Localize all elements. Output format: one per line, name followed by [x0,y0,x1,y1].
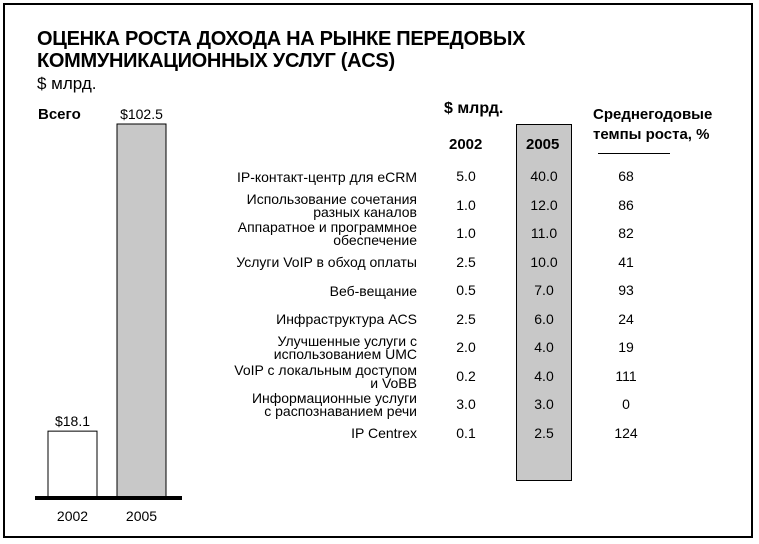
row-label [234,361,417,391]
cell-2005: 4.0 [534,339,554,355]
row-label-line: Инфраструктура ACS [276,311,417,327]
growth-header-line-1: Среднегодовые [593,106,713,123]
row-label-line: Веб-вещание [329,282,417,299]
title-line-1: ОЦЕНКА РОСТА ДОХОДА НА РЫНКЕ ПЕРЕДОВЫХ [37,28,526,50]
row-label-line: VoIP с локальным доступом [234,361,417,378]
cell-2005: 2.5 [534,424,554,441]
unit-label: $ млрд. [37,74,97,93]
cell-growth: 86 [618,196,634,213]
cell-2005: 7.0 [534,282,554,298]
cell-growth: 24 [618,310,634,327]
cell-2005: 10.0 [530,253,558,270]
growth-header-line-2: темпы роста, % [593,126,710,143]
bar-2005 [117,124,166,497]
cell-2002: 3.0 [456,396,476,412]
cell-2005: 11.0 [530,225,558,241]
row-label [246,190,417,220]
row-label-line: разных каналов [313,203,417,220]
row-label [236,168,417,185]
cell-growth: 0 [622,396,630,412]
cell-2005: 6.0 [534,310,554,327]
column-header-2005: 2005 [526,136,560,153]
row-label-line: Информационные услуги [251,390,417,406]
cell-2005: 3.0 [534,396,554,412]
row-label [238,221,417,247]
growth-header [593,105,712,145]
row-label-line: использованием UMC [273,346,417,362]
cell-2002: 2.5 [456,310,476,327]
cell-growth: 111 [615,367,637,384]
x-tick-label-2002: 2002 [56,508,89,524]
row-label-line: обеспечение [333,232,417,248]
row-label-line: IP Centrex [351,425,417,441]
cell-2002: 0.5 [456,282,476,298]
bar-2002 [48,431,97,497]
growth-header-underline [598,153,670,154]
cell-2002: 1.0 [456,225,476,241]
row-label-line: Использование сочетания [246,190,417,207]
row-label-line: Услуги VoIP в обход оплаты [236,254,417,270]
cell-2005: 4.0 [534,367,554,384]
cell-2002: 0.2 [456,367,476,384]
row-label-line: IP-контакт-центр для eCRM [236,168,417,185]
row-label-line: и VoBB [370,374,417,391]
cell-2002: 1.0 [456,196,476,213]
cell-2002: 2.5 [456,253,476,270]
cell-growth: 68 [618,168,634,184]
column-header-2002: 2002 [449,136,483,153]
table-unit-label: $ млрд. [444,100,504,117]
row-label [351,427,417,440]
title-line-2: КОММУНИКАЦИОННЫХ УСЛУГ (ACS) [37,50,395,72]
row-label-line: с распознаванием речи [264,403,417,419]
row-label [274,335,417,361]
cell-growth: 41 [618,253,634,270]
total-label: Всего [38,106,81,123]
row-label [276,313,417,326]
cell-2005: 12.0 [530,196,558,213]
row-label [252,392,417,418]
cell-2002: 0.1 [456,424,476,441]
cell-2005: 40.0 [530,168,558,184]
row-label-line: Улучшенные услуги с [277,333,417,349]
cell-growth: 19 [618,339,634,355]
cell-growth: 93 [618,282,634,298]
row-label [329,282,417,299]
cell-growth: 82 [618,225,634,241]
x-tick-label-2005: 2005 [125,508,158,524]
row-label [236,256,417,269]
bar-value-label-2005: $102.5 [120,106,163,122]
bar-value-label-2002: $18.1 [54,413,91,430]
cell-2002: 2.0 [456,339,476,355]
cell-2002: 5.0 [456,168,476,184]
row-label-line: Аппаратное и программное [237,219,417,235]
cell-growth: 124 [614,424,638,441]
